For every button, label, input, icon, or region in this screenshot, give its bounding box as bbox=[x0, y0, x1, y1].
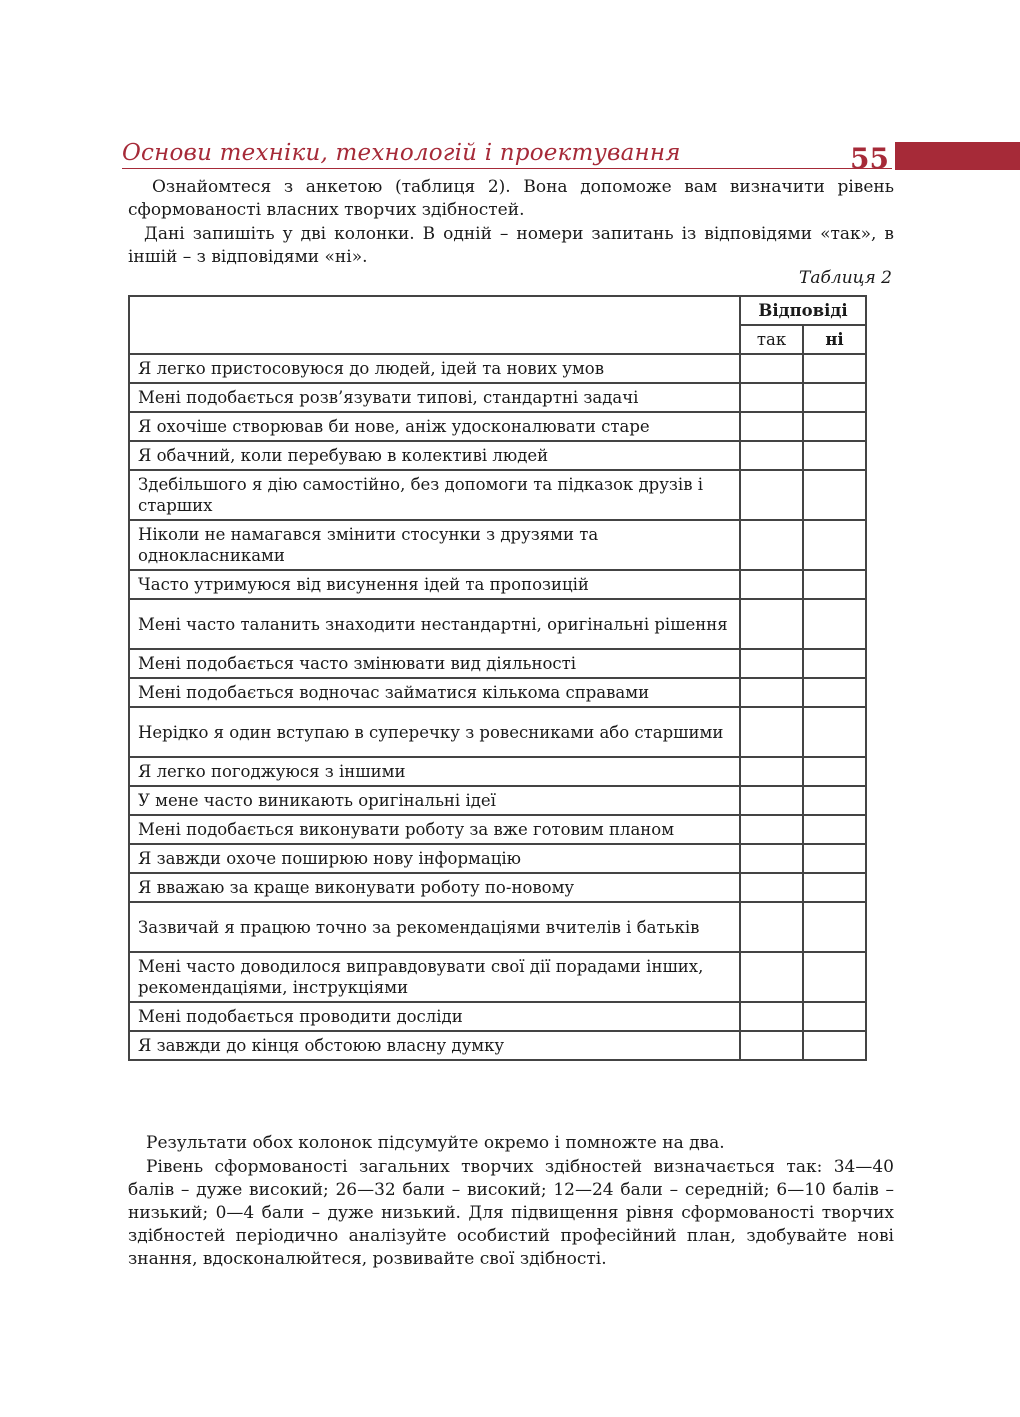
question-header-cell bbox=[129, 296, 740, 354]
question-text: Я вважаю за краще виконувати роботу по-новому bbox=[129, 873, 740, 902]
section-title: Основи техніки, технологій і проектування bbox=[122, 140, 681, 166]
header-accent-bar bbox=[895, 142, 1020, 170]
answer-yes-cell[interactable] bbox=[740, 707, 803, 757]
table-row bbox=[129, 520, 866, 570]
question-text: Мені подобається розв’язувати типові, стандартні задачі bbox=[129, 383, 740, 412]
answer-no-cell[interactable] bbox=[803, 844, 866, 873]
answer-no-cell[interactable] bbox=[803, 1031, 866, 1060]
table-row bbox=[129, 707, 866, 757]
answer-yes-cell[interactable] bbox=[740, 354, 803, 383]
question-text: Мені подобається часто змінювати вид діяльності bbox=[129, 649, 740, 678]
question-text: Мені подобається проводити досліди bbox=[129, 1002, 740, 1031]
answer-yes-cell[interactable] bbox=[740, 902, 803, 952]
answer-no-cell[interactable] bbox=[803, 383, 866, 412]
answer-no-cell[interactable] bbox=[803, 757, 866, 786]
table-header-row bbox=[129, 296, 866, 325]
table-row bbox=[129, 1031, 866, 1060]
answer-yes-cell[interactable] bbox=[740, 441, 803, 470]
question-text: Ніколи не намагався змінити стосунки з друзями та однокласниками bbox=[129, 520, 740, 570]
table-row bbox=[129, 412, 866, 441]
table-row bbox=[129, 757, 866, 786]
question-text: Зазвичай я працюю точно за рекомендаціями вчителів і батьків bbox=[129, 902, 740, 952]
answer-yes-cell[interactable] bbox=[740, 786, 803, 815]
question-text: Я охочіше створював би нове, аніж удосконалювати старе bbox=[129, 412, 740, 441]
intro-paragraph-1: Ознайомтеся з анкетою (таблиця 2). Вона допоможе вам визначити рівень сформованості власних творчих здібностей. bbox=[128, 177, 894, 220]
answer-yes-cell[interactable] bbox=[740, 873, 803, 902]
answer-no-cell[interactable] bbox=[803, 952, 866, 1002]
answer-no-cell[interactable] bbox=[803, 707, 866, 757]
results-paragraph-1: Результати обох колонок підсумуйте окремо і помножте на два. bbox=[146, 1133, 725, 1153]
table-row bbox=[129, 470, 866, 520]
answer-no-cell[interactable] bbox=[803, 441, 866, 470]
question-text: Я легко пристосовуюся до людей, ідей та нових умов bbox=[129, 354, 740, 383]
table-row bbox=[129, 844, 866, 873]
page-number: 55 bbox=[850, 142, 889, 175]
answers-header: Відповіді bbox=[740, 296, 866, 325]
answer-no-cell[interactable] bbox=[803, 1002, 866, 1031]
question-text: Мені часто доводилося виправдовувати свої дії порадами інших, рекомендаціями, інструкціями bbox=[129, 952, 740, 1002]
answer-no-cell[interactable] bbox=[803, 902, 866, 952]
answer-yes-cell[interactable] bbox=[740, 844, 803, 873]
answer-no-cell[interactable] bbox=[803, 470, 866, 520]
table-row bbox=[129, 678, 866, 707]
answer-yes-cell[interactable] bbox=[740, 678, 803, 707]
answer-yes-cell[interactable] bbox=[740, 470, 803, 520]
question-text: Мені подобається виконувати роботу за вже готовим планом bbox=[129, 815, 740, 844]
table-row bbox=[129, 815, 866, 844]
answer-yes-cell[interactable] bbox=[740, 1002, 803, 1031]
answer-yes-cell[interactable] bbox=[740, 412, 803, 441]
answer-no-cell[interactable] bbox=[803, 599, 866, 649]
results-paragraph-2: Рівень сформованості загальних творчих здібностей визначається так: 34—40 балів – дуже високий; 26—32 бали – високий; 12—24 бали – середній; 6—10 балів – низький; 0—4 бали – дуже низький. Для підвищення рівня сформованості творчих здібностей періодично аналізуйте особистий професійний план, здобувайте нові знання, вдосконалюйтеся, розвивайте свої здібності. bbox=[128, 1157, 894, 1269]
answer-no-cell[interactable] bbox=[803, 570, 866, 599]
answer-yes-cell[interactable] bbox=[740, 757, 803, 786]
table-row bbox=[129, 441, 866, 470]
answer-no-cell[interactable] bbox=[803, 520, 866, 570]
questionnaire-table bbox=[128, 295, 867, 1061]
table-row bbox=[129, 599, 866, 649]
answer-yes-cell[interactable] bbox=[740, 952, 803, 1002]
question-text: Я легко погоджуюся з іншими bbox=[129, 757, 740, 786]
table-row bbox=[129, 354, 866, 383]
answer-no-cell[interactable] bbox=[803, 873, 866, 902]
answer-no-cell[interactable] bbox=[803, 412, 866, 441]
answer-yes-cell[interactable] bbox=[740, 599, 803, 649]
question-text: Я завжди до кінця обстоюю власну думку bbox=[129, 1031, 740, 1060]
answer-no-cell[interactable] bbox=[803, 678, 866, 707]
question-text: Мені подобається водночас займатися кількома справами bbox=[129, 678, 740, 707]
answer-no-cell[interactable] bbox=[803, 786, 866, 815]
table-row bbox=[129, 873, 866, 902]
table-row bbox=[129, 1002, 866, 1031]
question-text: Здебільшого я дію самостійно, без допомоги та підказок друзів і старших bbox=[129, 470, 740, 520]
answer-yes-cell[interactable] bbox=[740, 520, 803, 570]
table-row bbox=[129, 570, 866, 599]
answer-yes-cell[interactable] bbox=[740, 649, 803, 678]
answer-yes-cell[interactable] bbox=[740, 570, 803, 599]
question-text: Мені часто таланить знаходити нестандартні, оригінальні рішення bbox=[129, 599, 740, 649]
intro-paragraph-2: Дані запишіть у дві колонки. В одній – номери запитань із відповідями «так», в іншій – з відповідями «ні». bbox=[128, 224, 894, 267]
question-text: Я обачний, коли перебуваю в колективі людей bbox=[129, 441, 740, 470]
question-text: Нерідко я один вступаю в суперечку з ровесниками або старшими bbox=[129, 707, 740, 757]
table-row bbox=[129, 383, 866, 412]
no-header: ні bbox=[803, 325, 866, 354]
answer-no-cell[interactable] bbox=[803, 649, 866, 678]
question-text: Часто утримуюся від висунення ідей та пропозицій bbox=[129, 570, 740, 599]
answer-no-cell[interactable] bbox=[803, 354, 866, 383]
answer-yes-cell[interactable] bbox=[740, 1031, 803, 1060]
table-row bbox=[129, 902, 866, 952]
table-row bbox=[129, 649, 866, 678]
running-header bbox=[122, 140, 892, 170]
table-row bbox=[129, 952, 866, 1002]
question-text: У мене часто виникають оригінальні ідеї bbox=[129, 786, 740, 815]
yes-header: так bbox=[740, 325, 803, 354]
table-row bbox=[129, 786, 866, 815]
answer-yes-cell[interactable] bbox=[740, 815, 803, 844]
answer-no-cell[interactable] bbox=[803, 815, 866, 844]
header-rule bbox=[122, 168, 892, 169]
answer-yes-cell[interactable] bbox=[740, 383, 803, 412]
table-caption: Таблиця 2 bbox=[799, 268, 892, 288]
question-text: Я завжди охоче поширюю нову інформацію bbox=[129, 844, 740, 873]
